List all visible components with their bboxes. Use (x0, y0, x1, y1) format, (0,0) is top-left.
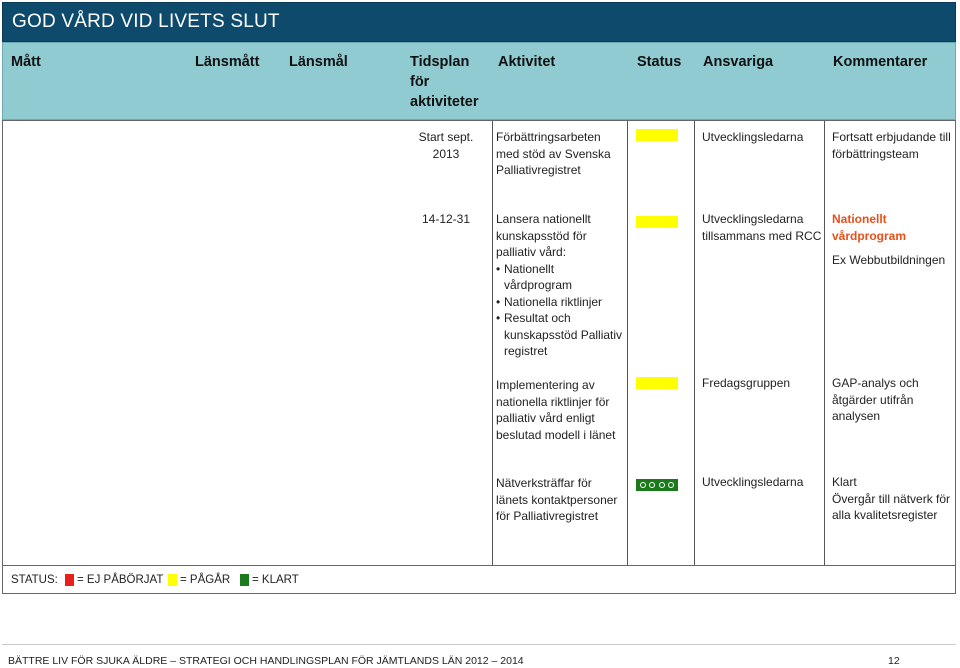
row1-kommentarer: Fortsatt erbjudande till förbättringsteam (832, 130, 951, 161)
row2-kommentarer (832, 211, 954, 269)
row2-ansvariga: Utvecklingsledarna tillsammans med RCC (702, 212, 822, 243)
row4-kommentarer-text: Övergår till nätverk för alla kvalitetsregister (832, 491, 951, 522)
column-divider (694, 121, 695, 565)
list-item: • Nationella riktlinjer (496, 294, 624, 311)
table-header (2, 42, 956, 120)
circle-icon (649, 482, 655, 488)
row2-status-indicator (636, 216, 678, 228)
row3-aktivitet: Implementering av nationella riktlinjer för palliativ vård enligt beslutad modell i länet (496, 378, 616, 442)
row3-ansvariga: Fredagsgruppen (702, 376, 791, 390)
row2-aktivitet-bullets (496, 261, 624, 360)
list-item: • Nationellt vårdprogram (496, 261, 624, 294)
list-item: • Resultat och kunskapsstöd Palliativ registret (496, 310, 624, 360)
column-divider (492, 121, 493, 565)
row1-status-indicator (636, 129, 678, 141)
status-legend (2, 566, 956, 594)
circle-icon (640, 482, 646, 488)
header-kommentarer: Kommentarer (833, 54, 928, 70)
legend-green-label: = KLART (252, 574, 299, 586)
legend-red-swatch (65, 574, 74, 586)
row3-kommentarer: GAP-analys och åtgärder utifrån analysen (832, 376, 919, 423)
legend-prefix: STATUS: (11, 574, 58, 586)
header-ansvariga: Ansvariga (703, 54, 774, 70)
column-divider (627, 121, 628, 565)
row1-tidsplan: Start sept. 2013 (418, 130, 474, 161)
title-bar (2, 2, 956, 42)
legend-red-label: = EJ PÅBÖRJAT (77, 574, 164, 586)
table-body (2, 120, 956, 566)
row4-ansvariga: Utvecklingsledarna (702, 475, 804, 489)
page-title: GOD VÅRD VID LIVETS SLUT (12, 11, 280, 32)
row1-ansvariga: Utvecklingsledarna (702, 130, 804, 144)
footer-text: BÄTTRE LIV FÖR SJUKA ÄLDRE – STRATEGI OCH HANDLINGSPLAN FÖR JÄMTLANDS LÄN 2012 – 2014 (8, 655, 524, 667)
row4-aktivitet: Nätverksträffar för länets kontaktpersoner för Palliativregistret (496, 476, 618, 523)
header-status: Status (637, 54, 682, 70)
legend-green-swatch (240, 574, 249, 586)
header-lansmatt: Länsmått (195, 54, 260, 70)
row4-kommentarer (832, 474, 954, 524)
legend-yellow-label: = PÅGÅR (180, 574, 231, 586)
page-number: 12 (888, 655, 900, 667)
header-lansmal: Länsmål (289, 54, 348, 70)
row2-tidsplan: 14-12-31 (421, 212, 471, 226)
circle-icon (659, 482, 665, 488)
header-aktivitet: Aktivitet (498, 54, 556, 70)
footer-divider (2, 644, 956, 645)
circle-icon (668, 482, 674, 488)
legend-yellow-swatch (168, 574, 177, 586)
row4-kommentarer-status: Klart (832, 475, 857, 489)
column-divider (824, 121, 825, 565)
row3-status-indicator (636, 377, 678, 389)
row2-kommentarer-text: Ex Webbutbildningen (832, 253, 946, 267)
row2-kommentarer-highlight: Nationellt vårdprogram (832, 212, 907, 243)
row2-aktivitet-intro: Lansera nationellt kunskapsstöd för palliativ vård: (496, 212, 591, 259)
row1-aktivitet: Förbättringsarbeten med stöd av Svenska Palliativregistret (496, 130, 611, 177)
header-tidsplan: Tidsplan för aktiviteter (410, 54, 479, 110)
row2-aktivitet (496, 211, 624, 360)
header-matt: Mått (11, 54, 41, 70)
row4-status-indicator (636, 479, 678, 491)
